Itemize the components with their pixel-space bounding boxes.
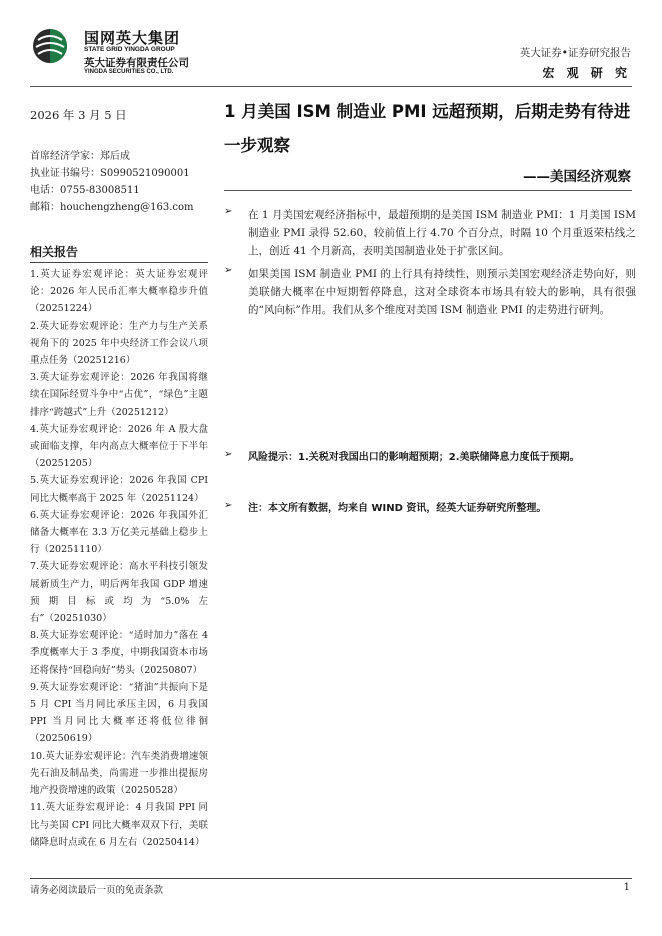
- related-report-item[interactable]: 1.英大证券宏观评论：英大证券宏观评论：2026 年人民币汇率大概率稳步升值（20251224）: [30, 269, 208, 315]
- footer-disclaimer: 请务必阅读最后一页的免责条款: [30, 885, 164, 896]
- related-reports-divider: [30, 262, 208, 263]
- related-report-item[interactable]: 8.英大证券宏观评论：“适时加力”落在 4 季度概率大于 3 季度，中期我国资本市场还将保持“回稳向好”势头（20250807）: [30, 630, 208, 676]
- report-title: 1 月美国 ISM 制造业 PMI 远超预期，后期走势有待进一步观察: [224, 102, 631, 155]
- email-line: [30, 201, 194, 214]
- footer-divider: [30, 878, 632, 879]
- subsidiary-name-cn: 英大证券有限责任公司: [84, 57, 189, 69]
- analyst-label: 首席经济学家：: [30, 151, 100, 162]
- cert-label: 执业证书编号：: [30, 168, 100, 179]
- data-source-note-text: 注：本文所有数据，均来自 WIND 资讯，经英大证券研究所整理。: [248, 503, 547, 514]
- bullet-arrow-icon: ➢: [224, 265, 233, 276]
- risk-warning-text: 风险提示：1.关税对我国出口的影响超预期；2.美联储降息力度低于预期。: [248, 452, 580, 463]
- related-report-item[interactable]: 7.英大证券宏观评论：高水平科技引领发展新质生产力，明后两年我国 GDP 增速预期目标或均为“5.0%左右”（20251030）: [30, 561, 208, 625]
- related-report-item[interactable]: 6.英大证券宏观评论：2026 年我国外汇储备大概率在 3.3 万亿美元基础上稳步上行（20251110）: [30, 509, 208, 556]
- summary-bullet: [224, 206, 636, 260]
- related-report-item[interactable]: 5.英大证券宏观评论：2026 年我国 CPI 同比大概率高于 2025 年（20251124）: [30, 475, 208, 504]
- summary-bullet-text: 在 1 月美国宏观经济指标中，最超预期的是美国 ISM 制造业 PMI：1 月美国 ISM 制造业 PMI 录得 52.60，较前值上行 4.70 个百分点，时隔 10 个月重返荣枯线之上，创近 41 个月新高，表明美国制造业处于扩张区间。: [248, 209, 636, 257]
- report-date: 2026 年 3 月 5 日: [30, 108, 127, 122]
- company-name-cn: 国网英大集团: [84, 29, 181, 47]
- report-type: 英大证券•证券研究报告: [519, 47, 631, 59]
- related-reports-title: 相关报告: [30, 245, 79, 259]
- email-address[interactable]: houchengzheng@163.com: [60, 202, 194, 213]
- bullet-arrow-icon: ➢: [224, 206, 233, 217]
- report-section: 宏 观 研 究: [542, 66, 631, 80]
- phone-line: [30, 184, 140, 197]
- analyst-name: 郑后成: [100, 151, 130, 162]
- page-number: 1: [623, 882, 630, 893]
- cert-number: S0990521090001: [100, 168, 190, 179]
- risk-warning: [224, 449, 636, 467]
- company-name-en: STATE GRID YINGDA GROUP: [84, 46, 175, 53]
- phone-label: 电话：: [30, 185, 60, 196]
- related-report-item[interactable]: 10.英大证券宏观评论：汽车类消费增速领先石油及制品类，尚需进一步推出提振房地产投资增速的政策（20250528）: [30, 750, 208, 797]
- data-source-note: [224, 500, 636, 518]
- bullet-arrow-icon: ➢: [224, 500, 233, 511]
- related-report-item[interactable]: 3.英大证券宏观评论：2026 年我国将继续在国际经贸斗争中“占优”，“绿色”主题排序“跨越式”上升（20251212）: [30, 372, 208, 418]
- company-logo-icon: [32, 28, 68, 64]
- title-divider: [224, 190, 632, 191]
- related-report-item[interactable]: 11.英大证券宏观评论：4 月我国 PPI 同比与美国 CPI 同比大概率双双下行，美联储降息时点或在 6 月左右（20250414）: [30, 802, 208, 848]
- cert-line: [30, 167, 190, 180]
- header-divider: [30, 86, 632, 87]
- related-report-item[interactable]: 4.英大证券宏观评论：2026 年 A 股大盘或面临支撑，年内高点大概率位于下半年（20251205）: [30, 423, 208, 470]
- related-report-item[interactable]: 2.英大证券宏观评论：生产力与生产关系视角下的 2025 年中央经济工作会议八项重点任务（20251216）: [30, 320, 208, 367]
- analyst-line: [30, 150, 130, 163]
- email-label: 邮箱：: [30, 202, 60, 213]
- related-report-item[interactable]: 9.英大证券宏观评论：“猪油”共振向下是 5 月 CPI 当月同比承压主因，6 月我国 PPI 当月同比大概率还将低位徘徊（20250619）: [30, 681, 208, 745]
- subsidiary-name-en: YINGDA SECURITIES CO., LTD.: [84, 69, 174, 75]
- related-reports-list: [30, 266, 208, 851]
- bullet-arrow-icon: ➢: [224, 449, 233, 460]
- report-subtitle: ——美国经济观察: [523, 169, 631, 185]
- summary-bullet: [224, 265, 636, 337]
- phone-number: 0755-83008511: [60, 185, 140, 196]
- summary-bullet-text: 如果美国 ISM 制造业 PMI 的上行具有持续性，则预示美国宏观经济走势向好，则美联储大概率在中短期暂停降息，这对全球资本市场具有较大的影响，具有很强的“风向标”作用。我们从多个维度对美国 ISM 制造业 PMI 的走势进行研判。: [248, 268, 636, 316]
